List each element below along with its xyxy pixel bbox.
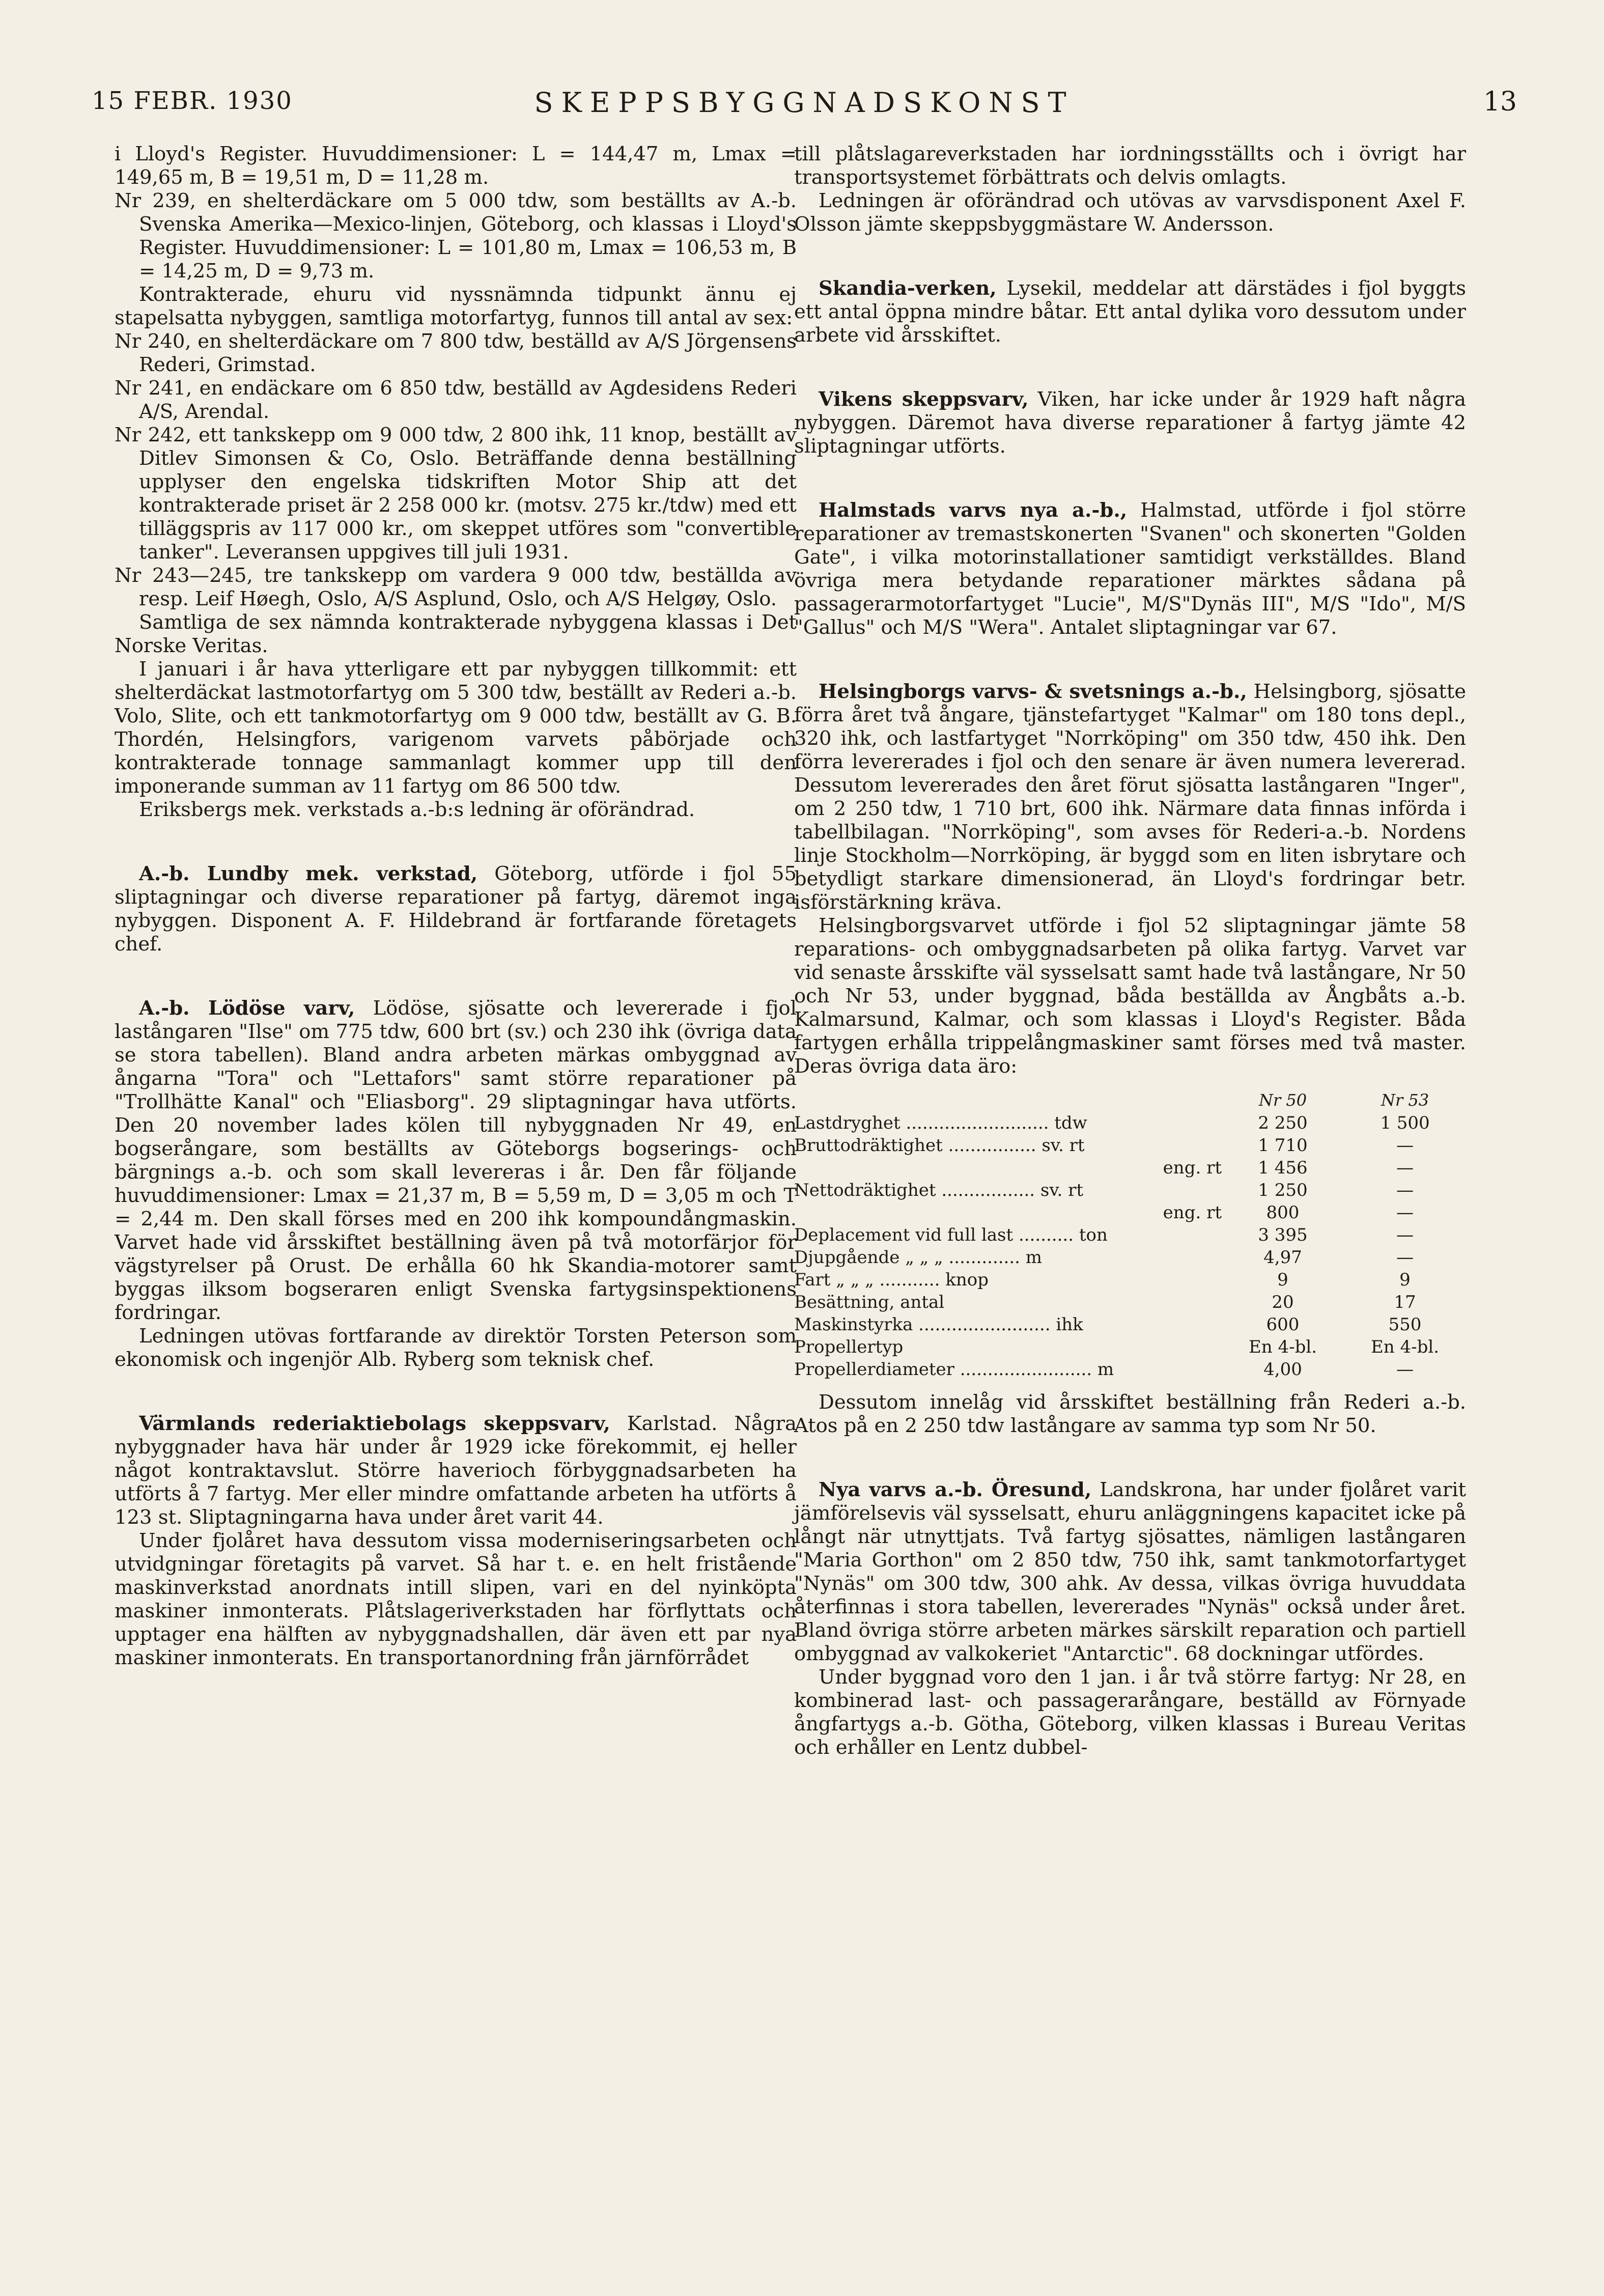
paragraph: Ledningen utövas fortfarande av direktör Torsten Peterson som ekonomisk och ingenjör Alb. Ryberg som teknisk chef.	[115, 1325, 797, 1371]
table-row	[794, 1134, 1466, 1157]
paragraph: Eriksbergs mek. verkstads a.-b:s ledning är oförändrad.	[139, 798, 695, 821]
table-row	[794, 1246, 1466, 1269]
cell: 550	[1388, 1314, 1422, 1335]
table-row	[794, 1313, 1466, 1336]
paragraph: Dessutom innelåg vid årsskiftet beställning från Rederi a.-b. Atos på en 2 250 tdw lastångare av samma typ som Nr 50.	[794, 1391, 1466, 1437]
cell: 1 500	[1380, 1113, 1430, 1133]
section-halmstad	[794, 499, 1466, 639]
row-label: eng. rt	[1163, 1158, 1222, 1178]
section-heading: Skandia-verken,	[819, 277, 997, 300]
paragraph-text: Lödöse, sjösatte och levererade i fjol lastångaren "Ilse" om 775 tdw, 600 brt (sv.) och 230 ihk (övriga data se stora tabellen). Bland andra arbeten märkas ombyggnad av ångarna "Tora" och "Lettafors" samt större reparationer på "Trollhätte Kanal" och "Eliasborg". 29 sliptagningar hava utförts. Den 20 november lades kölen till nybyggnaden Nr 49, en bogserångare, som beställts av Göteborgs bogserings- och bärgnings a.-b. och som skall levereras i år. Den får följande huvuddimensioner: Lmax = 21,37 m, B = 5,59 m, D = 3,05 m och T = 2,44 m. Den skall förses med en 200 ihk kompoundångmaskin. Varvet hade vid årsskiftet beställning även på två motorfärjor för vägstyrelser på Orust. De erhålla 60 hk Skandia-motorer samt byggas ilksom bogseraren enligt Svenska fartygsinspektionens fordringar.	[115, 997, 797, 1324]
paragraph-text: Karlstad. Några nybyggnader hava här under år 1929 icke förekommit, ej heller något kontraktavslut. Större haverioch förbyggnadsarbeten ha utförts å 7 fartyg. Mer eller mindre omfattande arbeten ha utförts å 123 st. Sliptagningarna hava under året varit 44.	[115, 1412, 797, 1529]
section-heading: Helsingborgs varvs- & svetsnings a.-b.,	[819, 680, 1247, 703]
column-header: Nr 50	[1258, 1090, 1307, 1110]
row-label: Bruttodräktighet ................ sv. rt	[794, 1135, 1085, 1156]
column-header: Nr 53	[1381, 1090, 1429, 1110]
table-row	[794, 1112, 1466, 1134]
paragraph-text: Halmstad, utförde i fjol större reparationer av tremastskonerten "Svanen" och skonerten "Golden Gate", i vilka motorinstallationer samtidigt verkställdes. Bland övriga mera betydande reparationer märktes sådana på passagerarmotorfartyget "Lucie", M/S"Dynäs III", M/S "Ido", M/S "Gallus" och M/S "Wera". Antalet sliptagningar var 67.	[794, 499, 1466, 639]
table-row	[794, 1291, 1466, 1313]
cell: En 4-bl.	[1248, 1337, 1317, 1357]
paragraph-text: Helsingborg, sjösatte förra året två ångare, tjänstefartyget "Kalmar" om 180 tons depl., 320 ihk, och lastfartyget "Norrköping" om 350 tdw, 450 ihk. Den förra levererades i fjol och den senare är även numera levererad. Dessutom levererades den året förut sjösatta lastångaren "Inger", om 2 250 tdw, 1 710 brt, 600 ihk. Närmare data finnas införda i tabellbilagan. "Norrköping", som avses för Rederi-a.-b. Nordens linje Stockholm—Norrköping, är byggd som en liten isbrytare och betydligt starkare dimensionerad, än Lloyd's fordringar betr. isförstärkning kräva.	[794, 680, 1466, 914]
row-label: eng. rt	[1163, 1202, 1222, 1223]
section-heading: Halmstads varvs nya a.-b.,	[819, 499, 1128, 522]
section-heading: A.-b. Lundby mek. verkstad,	[139, 862, 478, 885]
section-viken	[794, 388, 1466, 458]
cell: —	[1396, 1247, 1414, 1268]
section-heading: Vikens skeppsvarv,	[819, 388, 1029, 411]
section-skandia	[794, 277, 1466, 347]
section-helsingborg	[794, 680, 1466, 914]
cell: —	[1396, 1359, 1414, 1380]
paragraph: Nr 239, en shelterdäckare om 5 000 tdw, som beställts av A.-b. Svenska Amerika—Mexico-linjen, Göteborg, och klassas i Lloyd's Register. Huvuddimensioner: L = 101,80 m, Lmax = 106,53 m, B = 14,25 m, D = 9,73 m.	[115, 189, 797, 283]
row-label: Besättning, antal	[794, 1292, 945, 1312]
table-row	[794, 1358, 1466, 1381]
row-label: Fart „ „ „ ........... knop	[794, 1270, 989, 1290]
paragraph: Under fjolåret hava dessutom vissa moderniseringsarbeten och utvidgningar företagits på varvet. Så har t. e. en helt fristående maskinverkstad anordnats intill slipen, vari en del nyinköpta maskiner inmonterats. Plåtslageriverkstaden har förflyttats och upptager ena hälften av nybyggnadshallen, där även ett par nya maskiner inmonterats. En transportanordning från järnförrådet	[115, 1529, 797, 1669]
table-row	[794, 1269, 1466, 1291]
row-label: Nettodräktighet ................. sv. rt	[794, 1180, 1084, 1200]
section-lodose	[115, 997, 797, 1325]
cell: —	[1396, 1158, 1414, 1178]
paragraph: Helsingborgsvarvet utförde i fjol 52 sliptagningar jämte 58 reparations- och ombyggnadsarbeten på olika fartyg. Varvet var vid senaste årsskifte väl sysselsatt samt hade två lastångare, Nr 50 och Nr 53, under byggnad, båda beställda av Ångbåts a.-b. Kalmarsund, Kalmar, och som klassas i Lloyd's Register. Båda fartygen erhålla trippelångmaskiner samt förses med två master. Deras övriga data äro:	[794, 914, 1466, 1078]
cell: —	[1396, 1135, 1414, 1156]
row-label: Propellertyp	[794, 1337, 904, 1357]
table-row	[794, 1201, 1466, 1224]
row-label: Lastdryghet .......................... tdw	[794, 1113, 1087, 1133]
table-row	[794, 1157, 1466, 1179]
journal-title: SKEPPSBYGGNADSKONST	[534, 87, 1075, 119]
cell: 1 456	[1258, 1158, 1308, 1178]
paragraph: Nr 242, ett tankskepp om 9 000 tdw, 2 800 ihk, 11 knop, beställt av Ditlev Simonsen & Co, Oslo. Beträffande denna beställning upplyser den engelska tidskriften Motor Ship att det kontrakterade priset är 2 258 000 kr. (motsv. 275 kr./tdw) med ett tilläggspris av 117 000 kr., om skeppet utföres som "convertible tanker". Leveransen uppgives till juli 1931.	[115, 424, 797, 564]
table-header-row	[794, 1088, 1466, 1112]
paragraph: Nr 240, en shelterdäckare om 7 800 tdw, beställd av A/S Jörgensens Rederi, Grimstad.	[115, 330, 797, 376]
table-row	[794, 1336, 1466, 1358]
left-column	[115, 143, 797, 1670]
paragraph: Nr 243—245, tre tankskepp om vardera 9 000 tdw, beställda av resp. Leif Høegh, Oslo, A/S Asplund, Oslo, och A/S Helgøy, Oslo.	[115, 564, 797, 610]
row-label: Djupgående „ „ „ ............. m	[794, 1247, 1043, 1268]
paragraph: Kontrakterade, ehuru vid nyssnämnda tidpunkt ännu ej stapelsatta nybyggen, samtliga motorfartyg, funnos till antal av sex:	[115, 283, 797, 329]
cell: 800	[1266, 1202, 1300, 1223]
row-label: Maskinstyrka ........................ ihk	[794, 1314, 1083, 1335]
paragraph: Ledningen är oförändrad och utövas av varvsdisponent Axel F. Olsson jämte skeppsbyggmästare W. Andersson.	[794, 189, 1466, 236]
cell: —	[1396, 1225, 1414, 1245]
cell: —	[1396, 1180, 1414, 1200]
section-heading: Värmlands rederiaktiebolags skeppsvarv,	[139, 1412, 610, 1435]
paragraph-text: Landskrona, har under fjolåret varit jämförelsevis väl sysselsatt, ehuru anläggningens kapacitet icke på långt när utnyttjats. Två fartyg sjösattes, nämligen lastångaren "Maria Gorthon" om 2 850 tdw, 750 ihk, samt tankmotorfartyget "Nynäs" om 300 tdw, 300 ahk. Av dessa, vilkas övriga huvuddata återfinnas i stora tabellen, levererades "Nynäs" också under året. Bland övriga större arbeten märkes särskilt reparation och partiell ombyggnad av valkokeriet "Antarctic". 68 dockningar utfördes.	[794, 1478, 1466, 1665]
right-column	[794, 143, 1466, 1759]
table-row	[794, 1179, 1466, 1201]
section-heading: Nya varvs a.-b. Öresund,	[819, 1478, 1092, 1501]
paragraph: i Lloyd's Register. Huvuddimensioner: L = 144,47 m, Lmax = 149,65 m, B = 19,51 m, D = 11,28 m.	[115, 143, 797, 189]
paragraph: Under byggnad voro den 1 jan. i år två större fartyg: Nr 28, en kombinerad last- och passagerarångare, beställd av Förnyade ångfartygs a.-b. Götha, Göteborg, vilken klassas i Bureau Veritas och erhåller en Lentz dubbel-	[794, 1666, 1466, 1759]
paragraph: Nr 241, en endäckare om 6 850 tdw, beställd av Agdesidens Rederi A/S, Arendal.	[115, 377, 797, 423]
paragraph-text: Viken, har icke under år 1929 haft några nybyggen. Däremot hava diverse reparationer å fartyg jämte 42 sliptagningar utförts.	[794, 388, 1466, 458]
cell: 9	[1277, 1270, 1288, 1290]
section-heading: A.-b. Lödöse varv,	[139, 997, 355, 1020]
cell: —	[1396, 1202, 1414, 1223]
cell: 9	[1399, 1270, 1411, 1290]
section-varmland	[115, 1412, 797, 1529]
ship-data-table	[794, 1088, 1466, 1381]
table-row	[794, 1224, 1466, 1246]
row-label: Deplacement vid full last .......... ton	[794, 1225, 1108, 1245]
cell: En 4-bl.	[1370, 1337, 1440, 1357]
cell: 3 395	[1258, 1225, 1308, 1245]
cell: 2 250	[1258, 1113, 1308, 1133]
cell: 600	[1266, 1314, 1300, 1335]
page-number: 13	[1483, 87, 1517, 117]
section-lundby	[115, 862, 797, 956]
cell: 1 710	[1258, 1135, 1308, 1156]
cell: 1 250	[1258, 1180, 1308, 1200]
row-label: Propellerdiameter ........................ m	[794, 1359, 1114, 1380]
paragraph-text: Göteborg, utförde i fjol 55 sliptagningar och diverse reparationer på fartyg, däremot inga nybyggen. Disponent A. F. Hildebrand är fortfarande företagets chef.	[115, 862, 797, 956]
page-header	[92, 87, 1517, 132]
paragraph: I januari i år hava ytterligare ett par nybyggen tillkommit: ett shelterdäckat lastmotorfartyg om 5 300 tdw, beställt av Rederi a.-b. Volo, Slite, och ett tankmotorfartyg om 9 000 tdw, beställt av G. B. Thordén, Helsingfors, varigenom varvets påbörjade och kontrakterade tonnage sammanlagt kommer upp till den imponerande summan av 11 fartyg om 86 500 tdw.	[115, 658, 797, 798]
paragraph: Samtliga de sex nämnda kontrakterade nybyggena klassas i Det Norske Veritas.	[115, 611, 797, 657]
section-oresund	[794, 1478, 1466, 1666]
paragraph-text: Lysekil, meddelar att därstädes i fjol byggts ett antal öppna mindre båtar. Ett antal dylika voro dessutom under arbete vid årsskiftet.	[794, 277, 1466, 347]
cell: 17	[1394, 1292, 1416, 1312]
cell: 4,00	[1263, 1359, 1302, 1380]
cell: 20	[1272, 1292, 1294, 1312]
issue-date: 15 FEBR. 1930	[92, 87, 293, 115]
cell: 4,97	[1263, 1247, 1302, 1268]
paragraph: till plåtslagareverkstaden har iordningsställts och i övrigt har transportsystemet förbättrats och delvis omlagts.	[794, 143, 1466, 189]
